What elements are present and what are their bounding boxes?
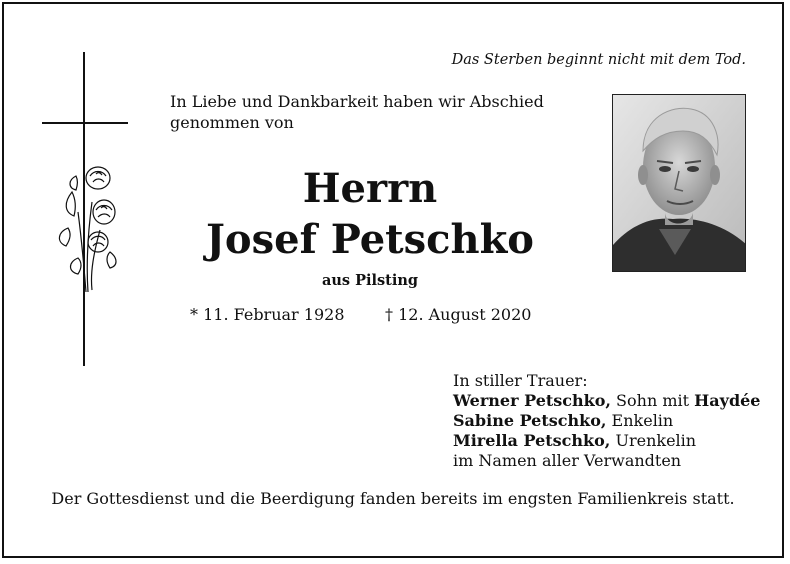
intro-text xyxy=(170,91,544,133)
roses-icon xyxy=(59,167,116,292)
cross-icon xyxy=(38,52,138,370)
birth-date: * 11. Februar 1928 xyxy=(190,305,345,324)
mourners-block xyxy=(453,371,760,471)
portrait-photo xyxy=(612,94,746,272)
mourner-name: Mirella Petschko, xyxy=(453,431,611,450)
deceased-name: Josef Petschko xyxy=(206,216,534,263)
intro-line-1: In Liebe und Dankbarkeit haben wir Abschied xyxy=(170,92,544,111)
mourner-entry xyxy=(453,431,760,451)
mourners-heading: In stiller Trauer: xyxy=(453,371,588,390)
mourner-name: Werner Petschko, xyxy=(453,391,611,410)
origin: aus Pilsting xyxy=(321,272,419,289)
mourner-entry xyxy=(453,411,760,431)
mourner-entry xyxy=(453,391,760,411)
mourner-extra: Haydée xyxy=(694,391,761,410)
mourner-relation: Sohn mit xyxy=(610,391,695,410)
salutation: Herrn xyxy=(302,165,438,212)
death-date: † 12. August 2020 xyxy=(385,305,532,324)
intro-line-2: genommen von xyxy=(170,113,294,132)
mourner-relation: Enkelin xyxy=(606,411,674,430)
mourner-relation: Urenkelin xyxy=(610,431,697,450)
mourners-footer: im Namen aller Verwandten xyxy=(453,451,682,470)
mourner-name: Sabine Petschko, xyxy=(453,411,607,430)
closing-note: Der Gottesdienst und die Beerdigung fanden bereits im engsten Familienkreis statt. xyxy=(51,489,735,508)
motto: Das Sterben beginnt nicht mit dem Tod. xyxy=(451,52,746,68)
